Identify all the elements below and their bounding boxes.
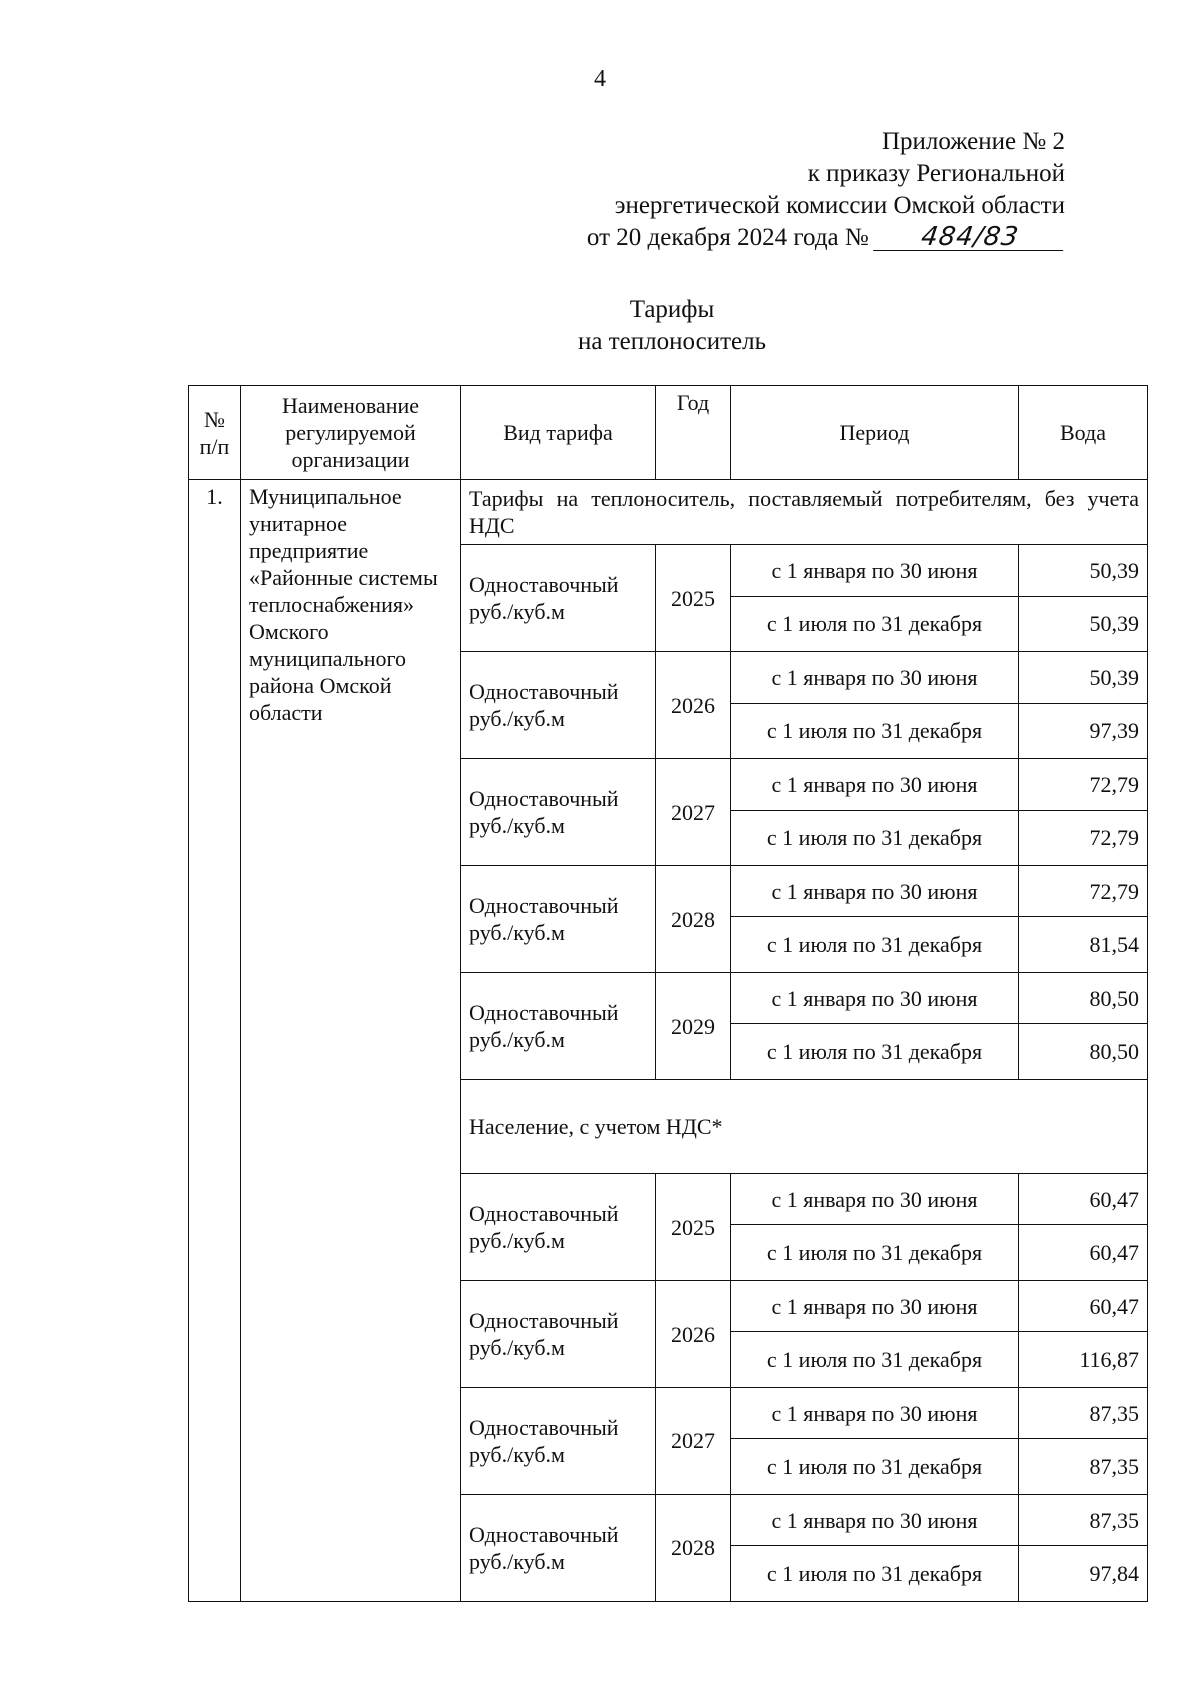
document-title bbox=[0, 294, 1200, 358]
period-cell: с 1 июля по 31 декабря bbox=[731, 1546, 1019, 1602]
water-value-cell: 116,87 bbox=[1019, 1332, 1148, 1388]
water-value-cell: 72,79 bbox=[1019, 759, 1148, 810]
water-value-cell: 60,47 bbox=[1019, 1225, 1148, 1281]
year-cell: 2028 bbox=[656, 1494, 731, 1601]
period-cell: с 1 января по 30 июня bbox=[731, 545, 1019, 596]
water-value-cell: 50,39 bbox=[1019, 596, 1148, 652]
section-title-row bbox=[189, 480, 1148, 545]
period-cell: с 1 июля по 31 декабря bbox=[731, 810, 1019, 866]
header-tariff-type: Вид тарифа bbox=[461, 386, 656, 480]
water-value-cell: 50,39 bbox=[1019, 545, 1148, 596]
tariff-type-cell: Одноставочный руб./куб.м bbox=[461, 545, 656, 652]
tariff-table bbox=[188, 385, 1148, 1602]
tariff-type-cell: Одноставочный руб./куб.м bbox=[461, 652, 656, 759]
period-cell: с 1 января по 30 июня bbox=[731, 759, 1019, 810]
period-cell: с 1 января по 30 июня bbox=[731, 1494, 1019, 1545]
title-line-1: Тарифы bbox=[629, 296, 715, 323]
tariff-type-cell: Одноставочный руб./куб.м bbox=[461, 1174, 656, 1281]
tariff-type-cell: Одноставочный руб./куб.м bbox=[461, 759, 656, 866]
year-cell: 2027 bbox=[656, 1388, 731, 1495]
table-header-row bbox=[189, 386, 1148, 480]
period-cell: с 1 июля по 31 декабря bbox=[731, 1439, 1019, 1495]
year-cell: 2027 bbox=[656, 759, 731, 866]
header-organization: Наименование регулируемой организации bbox=[241, 386, 461, 480]
period-cell: с 1 января по 30 июня bbox=[731, 652, 1019, 703]
water-value-cell: 72,79 bbox=[1019, 810, 1148, 866]
water-value-cell: 50,39 bbox=[1019, 652, 1148, 703]
tariff-type-cell: Одноставочный руб./куб.м bbox=[461, 1388, 656, 1495]
period-cell: с 1 января по 30 июня bbox=[731, 866, 1019, 917]
title-line-2: на теплоноситель bbox=[578, 328, 766, 355]
water-value-cell: 81,54 bbox=[1019, 917, 1148, 973]
appendix-line-4 bbox=[587, 222, 1065, 254]
water-value-cell: 87,35 bbox=[1019, 1439, 1148, 1495]
tariff-type-cell: Одноставочный руб./куб.м bbox=[461, 1281, 656, 1388]
appendix-line-1: Приложение № 2 bbox=[881, 128, 1065, 155]
year-cell: 2029 bbox=[656, 973, 731, 1080]
period-cell: с 1 июля по 31 декабря bbox=[731, 1225, 1019, 1281]
period-cell: с 1 января по 30 июня bbox=[731, 1174, 1019, 1225]
period-cell: с 1 июля по 31 декабря bbox=[731, 703, 1019, 759]
period-cell: с 1 января по 30 июня bbox=[731, 1388, 1019, 1439]
year-cell: 2028 bbox=[656, 866, 731, 973]
year-cell: 2026 bbox=[656, 1281, 731, 1388]
appendix-line-2: к приказу Региональной bbox=[807, 160, 1065, 187]
organization-name: Муниципальное унитарное предприятие «Районные системы теплоснабжения» Омского муниципального района Омской области bbox=[241, 480, 461, 1602]
period-cell: с 1 июля по 31 декабря bbox=[731, 1024, 1019, 1080]
period-cell: с 1 июля по 31 декабря bbox=[731, 596, 1019, 652]
header-water: Вода bbox=[1019, 386, 1148, 480]
year-cell: 2025 bbox=[656, 1174, 731, 1281]
tariff-type-cell: Одноставочный руб./куб.м bbox=[461, 866, 656, 973]
appendix-line-3: энергетической комиссии Омской области bbox=[614, 192, 1065, 219]
period-cell: с 1 января по 30 июня bbox=[731, 973, 1019, 1024]
appendix-header bbox=[587, 126, 1065, 254]
water-value-cell: 60,47 bbox=[1019, 1174, 1148, 1225]
water-value-cell: 97,39 bbox=[1019, 703, 1148, 759]
period-cell: с 1 января по 30 июня bbox=[731, 1281, 1019, 1332]
page-number: 4 bbox=[594, 66, 606, 92]
tariff-type-cell: Одноставочный руб./куб.м bbox=[461, 973, 656, 1080]
header-num: № п/п bbox=[189, 386, 241, 480]
water-value-cell: 97,84 bbox=[1019, 1546, 1148, 1602]
tariff-type-cell: Одноставочный руб./куб.м bbox=[461, 1494, 656, 1601]
handwritten-order-number: 484/83 bbox=[873, 224, 1067, 251]
header-period: Период bbox=[731, 386, 1019, 480]
water-value-cell: 80,50 bbox=[1019, 1024, 1148, 1080]
water-value-cell: 87,35 bbox=[1019, 1494, 1148, 1545]
period-cell: с 1 июля по 31 декабря bbox=[731, 917, 1019, 973]
section-title: Население, с учетом НДС* bbox=[461, 1080, 1148, 1174]
period-cell: с 1 июля по 31 декабря bbox=[731, 1332, 1019, 1388]
header-year: Год bbox=[656, 386, 731, 480]
section-title: Тарифы на теплоноситель, поставляемый потребителям, без учета НДС bbox=[461, 480, 1148, 545]
year-cell: 2026 bbox=[656, 652, 731, 759]
water-value-cell: 72,79 bbox=[1019, 866, 1148, 917]
row-number: 1. bbox=[189, 480, 241, 1602]
water-value-cell: 87,35 bbox=[1019, 1388, 1148, 1439]
year-cell: 2025 bbox=[656, 545, 731, 652]
water-value-cell: 80,50 bbox=[1019, 973, 1148, 1024]
order-date-text: от 20 декабря 2024 года № bbox=[586, 224, 869, 251]
water-value-cell: 60,47 bbox=[1019, 1281, 1148, 1332]
